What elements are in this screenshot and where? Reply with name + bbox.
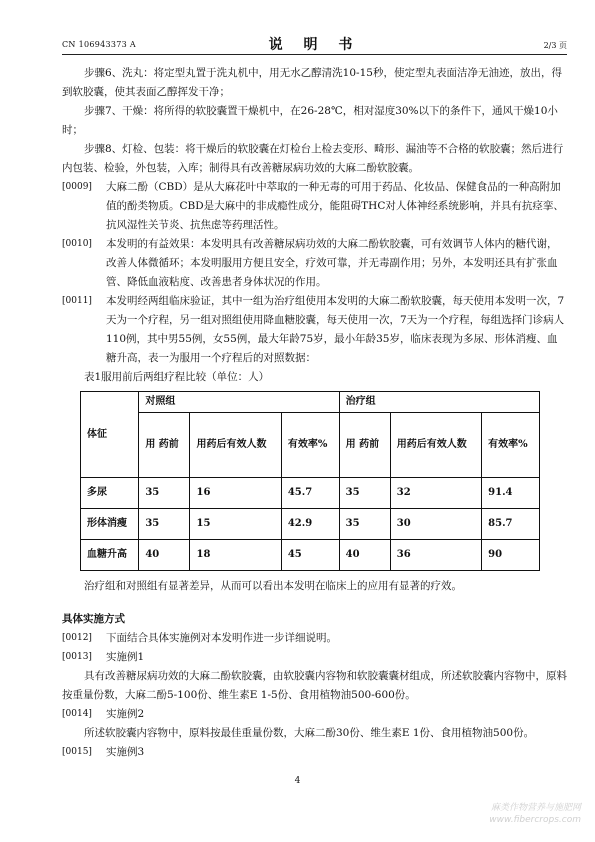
paragraph-number: [0010] <box>62 239 92 249</box>
paragraph-0015 <box>62 743 567 762</box>
cell-control-effective: 18 <box>190 540 281 571</box>
cell-treatment-effective: 36 <box>390 540 481 571</box>
table-caption: 表1服用前后两组疗程比较（单位：人） <box>84 371 270 383</box>
watermark-line-1: 麻类作物营养与施肥网 <box>490 803 581 813</box>
page-number: 4 <box>294 776 301 786</box>
cell-treatment-rate: 91.4 <box>482 478 540 509</box>
cell-treatment-before: 35 <box>339 478 390 509</box>
paragraph-text: 本发明经两组临床验证，其中一组为治疗组使用本发明的大麻二酚软胶囊，每天使用本发明一次，7天为一个疗程，另一组对照组使用降血糖胶囊，每天使用一次，7天为一个疗程，每组选择门诊病人110例，其中男55例，女55例，最大年龄75岁，最小年龄35岁，临床表现为多尿、形体消瘦、血糖升高，表一为服用一个疗程后的对照数据： <box>106 295 565 364</box>
example-1-text: 具有改善糖尿病功效的大麻二酚软胶囊，由软胶囊内容物和软胶囊囊材组成，所述软胶囊内容物中，原料按重量份数，大麻二酚5-100份、维生素E 1-5份、食用植物油500-600份。 <box>62 670 567 701</box>
header-symptom: 体征 <box>81 392 139 478</box>
header-control-group: 对照组 <box>139 392 339 413</box>
paragraph-number: [0011] <box>62 296 92 306</box>
paragraph-text: 实施例1 <box>106 651 145 663</box>
paragraph-0012 <box>62 629 567 648</box>
cell-treatment-effective: 30 <box>390 509 481 540</box>
paragraph-number: [0009] <box>62 182 92 192</box>
paragraph-0011 <box>62 292 567 368</box>
page-header <box>62 34 567 55</box>
header-control-effective: 用药后有效人数 <box>190 413 281 478</box>
header-control-before: 用 药前 <box>139 413 190 478</box>
cell-control-rate: 42.9 <box>281 509 339 540</box>
header-treatment-group: 治疗组 <box>339 392 539 413</box>
paragraph-0013 <box>62 648 567 667</box>
header-treatment-rate: 有效率% <box>482 413 540 478</box>
table-row <box>81 540 540 571</box>
cell-control-before: 35 <box>139 478 190 509</box>
cell-treatment-before: 40 <box>339 540 390 571</box>
paragraph-text: 实施例3 <box>106 746 145 758</box>
paragraph-number: [0013] <box>62 652 92 662</box>
paragraph-text: 下面结合具体实施例对本发明作进一步详细说明。 <box>106 632 337 644</box>
cell-control-effective: 16 <box>190 478 281 509</box>
table-conclusion: 治疗组和对照组有显著差异，从而可以看出本发明在临床上的应用有显著的疗效。 <box>84 580 462 592</box>
example-2-text: 所述软胶囊内容物中，原料按最佳重量份数，大麻二酚30份、维生素E 1份、食用植物油500份。 <box>84 727 535 739</box>
paragraph-number: [0014] <box>62 709 92 719</box>
header-control-rate: 有效率% <box>281 413 339 478</box>
cell-treatment-rate: 85.7 <box>482 509 540 540</box>
paragraph-text: 本发明的有益效果：本发明具有改善糖尿病功效的大麻二酚软胶囊，可有效调节人体内的糖代谢，改善人体微循环；本发明服用方便且安全，疗效可靠，并无毒副作用；另外，本发明还具有扩张血管、降低血液粘度、改善患者身体状况的作用。 <box>106 238 558 288</box>
table-row <box>81 509 540 540</box>
step-6: 步骤6、洗丸：将定型丸置于洗丸机中，用无水乙醇清洗10-15秒，使定型丸表面洁净无油迹，放出，得到软胶囊，使其表面乙醇挥发干净； <box>62 67 562 98</box>
doc-title: 说 明 书 <box>268 37 361 53</box>
section-heading: 具体实施方式 <box>62 613 125 625</box>
paragraph-text: 实施例2 <box>106 708 145 720</box>
comparison-table <box>80 391 540 571</box>
header-treatment-before: 用 药前 <box>339 413 390 478</box>
cell-control-before: 40 <box>139 540 190 571</box>
paragraph-0009 <box>62 178 567 235</box>
paragraph-number: [0015] <box>62 747 92 757</box>
cell-control-effective: 15 <box>190 509 281 540</box>
cell-control-before: 35 <box>139 509 190 540</box>
step-7: 步骤7、干燥：将所得的软胶囊置干燥机中，在26-28℃，相对湿度30%以下的条件下，通风干燥10小时； <box>62 105 558 136</box>
cell-symptom: 形体消瘦 <box>81 509 139 540</box>
cell-treatment-effective: 32 <box>390 478 481 509</box>
paragraph-text: 大麻二酚（CBD）是从大麻花叶中萃取的一种无毒的可用于药品、化妆品、保健食品的一种高附加值的酚类物质。CBD是大麻中的非成瘾性成分，能阻碍THC对人体神经系统影响，并具有抗痉挛、抗风湿性关节炎、抗焦虑等药理活性。 <box>106 181 564 231</box>
step-8: 步骤8、灯检、包装：将干燥后的软胶囊在灯检台上检去变形、畸形、漏油等不合格的软胶囊；然后进行内包装、检验，外包装，入库；制得具有改善糖尿病功效的大麻二酚软胶囊。 <box>62 143 564 174</box>
watermark-line-2: www.fibercrops.com <box>489 815 581 825</box>
paragraph-number: [0012] <box>62 633 92 643</box>
cell-control-rate: 45.7 <box>281 478 339 509</box>
header-treatment-effective: 用药后有效人数 <box>390 413 481 478</box>
watermark <box>489 802 581 826</box>
table-row <box>81 478 540 509</box>
cell-treatment-rate: 90 <box>482 540 540 571</box>
page-indicator: 2/3 页 <box>543 41 567 50</box>
paragraph-0014 <box>62 705 567 724</box>
cell-symptom: 多尿 <box>81 478 139 509</box>
cell-symptom: 血糖升高 <box>81 540 139 571</box>
cell-treatment-before: 35 <box>339 509 390 540</box>
cell-control-rate: 45 <box>281 540 339 571</box>
paragraph-0010 <box>62 235 567 292</box>
doc-number: CN 106943373 A <box>62 40 136 49</box>
document-body <box>62 64 567 762</box>
